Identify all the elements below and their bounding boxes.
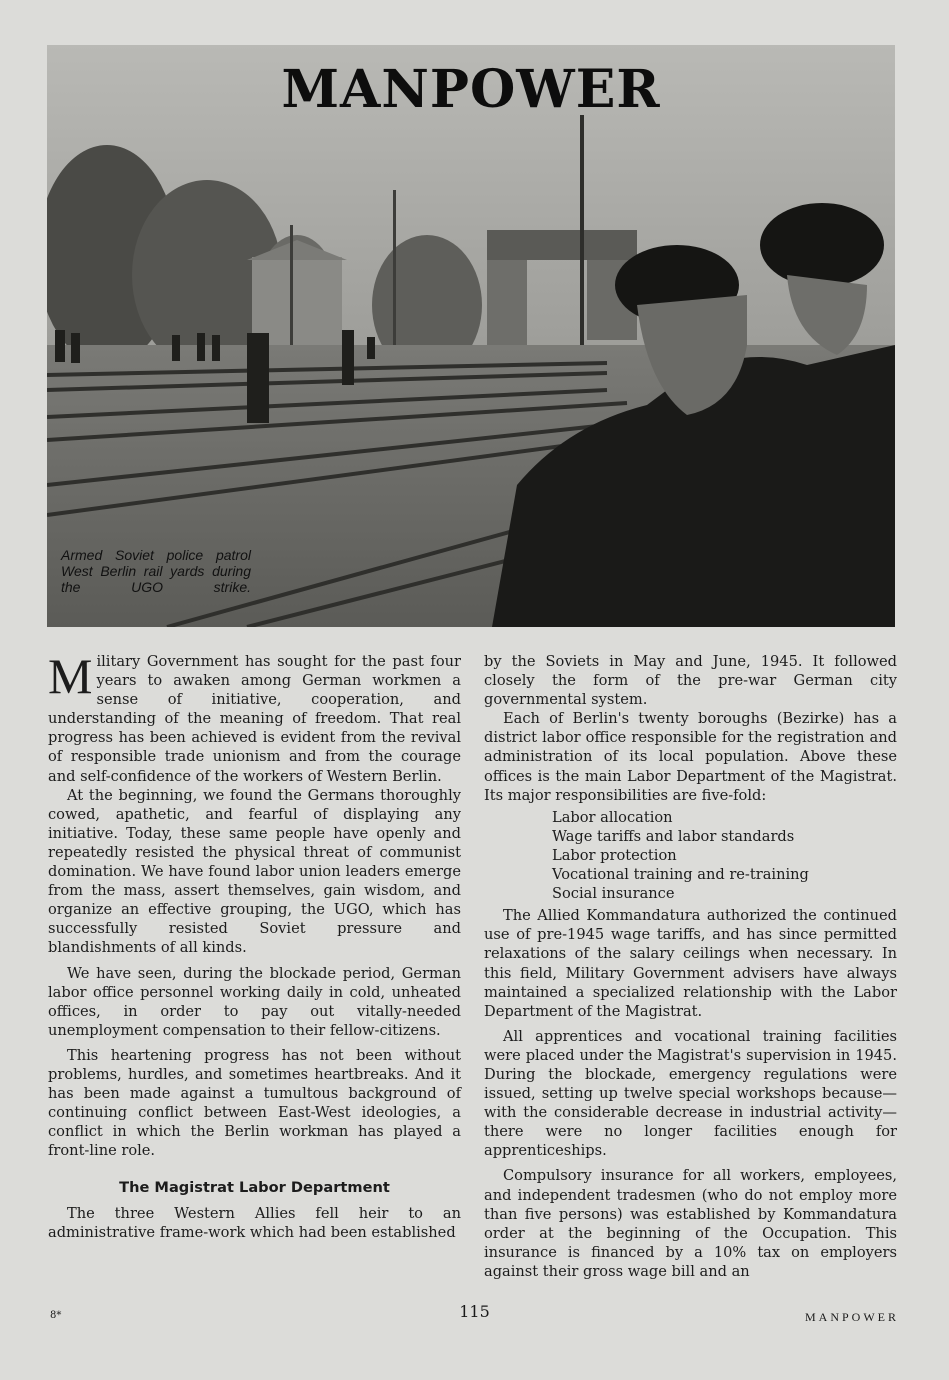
list-item: Labor allocation — [552, 808, 673, 826]
list-item: Vocational training and re-training — [552, 866, 809, 884]
paragraph-text: ilitary Government has sought for the past four years to awaken among German workmen a sense of initiative, cooperation, and understanding of the meaning of freedom. That real progress has been achieved is evident from the revival of responsible trade unionism and from the courage and self-confidence of the workers of Western Berlin. — [48, 653, 461, 785]
paragraph: The Allied Kommandatura authorized the continued use of pre-1945 wage tariffs, and has since permitted relaxations of the salary ceilings when necessary. In this field, Military Government advisers have always maintained a specialized relationship with the Labor Department of the Magistrat. — [484, 907, 897, 1020]
left-column — [48, 648, 461, 1242]
running-title: MANPOWER — [804, 1310, 899, 1324]
page-number: 115 — [459, 1302, 490, 1321]
list-item: Social insurance — [552, 885, 675, 903]
rail-yard-photo — [47, 45, 895, 627]
paragraph: Each of Berlin's twenty boroughs (Bezirke) has a district labor office responsible for the registration and administration of its local population. Above these offices is the main Labor Department of the Magistrat. Its major responsibilities are five-fold: — [484, 710, 897, 804]
paragraph: by the Soviets in May and June, 1945. It followed closely the form of the pre-war German city governmental system. — [484, 653, 897, 709]
photo-caption: Armed Soviet police patrol West Berlin rail yards during the UGO strike. — [61, 547, 251, 595]
signature-mark: 8* — [50, 1310, 62, 1321]
list-item: Labor protection — [552, 846, 677, 864]
responsibilities-list — [552, 808, 897, 903]
drop-cap: M — [48, 648, 93, 704]
right-column — [484, 652, 897, 1281]
list-item: Wage tariffs and labor standards — [552, 827, 795, 845]
paragraph: The three Western Allies fell heir to an administrative frame-work which had been established — [48, 1204, 461, 1241]
section-heading: The Magistrat Labor Department — [119, 1179, 390, 1197]
paragraph: This heartening progress has not been without problems, hurdles, and sometimes heartbreaks. And it has been made against a tumultous background of continuing conflict between East-West ideologies, a conflict in which the Berlin workman has played a front-line role. — [48, 1046, 461, 1160]
page-title: MANPOWER — [281, 59, 661, 120]
paragraph — [48, 648, 461, 786]
paragraph: Compulsory insurance for all workers, employees, and independent tradesmen (who do not employ more than five persons) was established by Kommandatura order at the beginning of the Occupation. This insurance is financed by a 10% tax on employers against their gross wage bill and an — [484, 1167, 897, 1280]
paragraph: We have seen, during the blockade period, German labor office personnel working daily in cold, unheated offices, in order to pay out vitally-needed unemployment compensation to their fellow-citizens. — [48, 964, 461, 1039]
paragraph: All apprentices and vocational training facilities were placed under the Magistrat's supervision in 1945. During the blockade, emergency regulations were issued, setting up twelve special workshops because—with the considerable decrease in industrial activity—there were no longer facilities enough for apprenticeships. — [484, 1027, 897, 1160]
photo-icon — [47, 45, 895, 627]
paragraph: At the beginning, we found the Germans thoroughly cowed, apathetic, and fearful of displaying any initiative. Today, these same people have openly and repeatedly resisted the physical threat of communist domination. We have found labor union leaders emerge from the mass, assert themselves, gain wisdom, and organize an effective grouping, the UGO, which has successfully resisted Soviet pressure and blandishments of all kinds. — [48, 786, 461, 957]
